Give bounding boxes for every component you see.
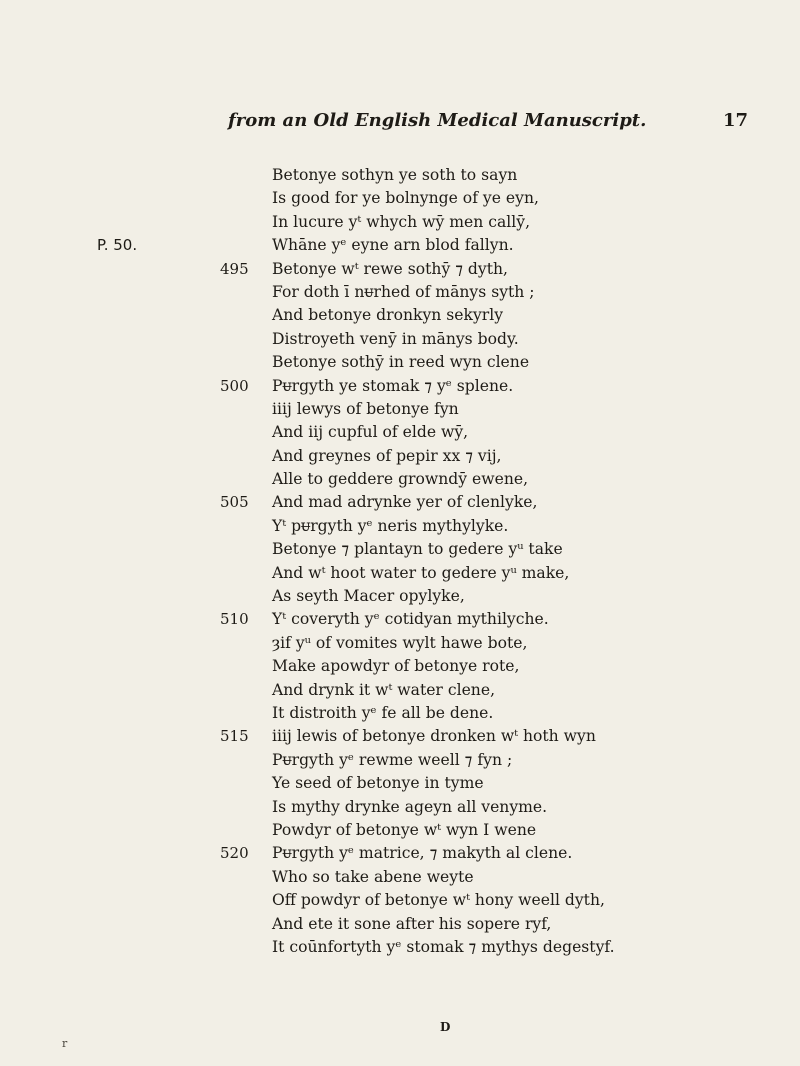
line-number: 520 [220, 844, 249, 863]
verse-text: Pᵾrgyth yᵉ matrice, ⁊ makyth al clene. [272, 844, 573, 863]
line-number: 510 [220, 610, 249, 629]
verse-line [272, 421, 772, 444]
verse-line [220, 725, 772, 748]
verse-line [272, 515, 772, 538]
verse-line [272, 772, 772, 795]
running-title: from an Old English Medical Manuscript. [228, 110, 647, 131]
verse-line [272, 351, 772, 374]
verse-line [272, 468, 772, 491]
verse-text: Alle to geddere growndȳ ewene, [272, 470, 529, 489]
verse-line [220, 375, 772, 398]
verse-text: iiij lewys of betonye fyn [272, 399, 459, 418]
verse-text: Who so take abene weyte [272, 867, 474, 886]
page-number: 17 [722, 110, 748, 131]
verse-line [272, 398, 772, 421]
verse-text: Pᵾrgyth ye stomak ⁊ yᵉ splene. [272, 376, 514, 395]
verse-text: And iij cupful of elde wȳ, [272, 423, 469, 442]
verse-text: Betonye ⁊ plantayn to gedere yᵘ take [272, 540, 563, 559]
verse-text: Betonye sothȳ in reed wyn clene [272, 353, 530, 372]
line-number: 500 [220, 376, 249, 395]
verse-line [220, 842, 772, 865]
verse-line [272, 234, 772, 257]
verse-line [272, 749, 772, 772]
verse-text: Whāne yᵉ eyne arn blod fallyn. [272, 236, 514, 255]
verse-text: Pᵾrgyth yᵉ rewme weell ⁊ fyn ; [272, 750, 513, 769]
verse-text: And drynk it wᵗ water clene, [272, 680, 496, 699]
verse-text: It coūnfortyth yᵉ stomak ⁊ mythys degestyf. [272, 937, 615, 956]
verse-text: It distroith yᵉ fe all be dene. [272, 703, 494, 722]
verse-line [272, 819, 772, 842]
verse-line [272, 304, 772, 327]
verse-line [272, 538, 772, 561]
verse-line [220, 491, 772, 514]
verse-text: Off powdyr of betonye wᵗ hony weell dyth, [272, 891, 605, 910]
verse-text: And ete it sone after his sopere ryf, [272, 914, 552, 933]
verse-text: ȝif yᵘ of vomites wylt hawe bote, [272, 633, 528, 652]
verse-text: In lucure yᵗ whych wȳ men callȳ, [272, 212, 531, 231]
verse-text: Betonye wᵗ rewe sothȳ ⁊ dyth, [272, 259, 508, 278]
verse-text: iiij lewis of betonye dronken wᵗ hoth wyn [272, 727, 596, 746]
verse-line [272, 632, 772, 655]
corner-mark: r [62, 1037, 68, 1050]
verse-line [220, 608, 772, 631]
verse-line [272, 796, 772, 819]
verse-text: Powdyr of betonye wᵗ wyn I wene [272, 820, 537, 839]
verse-line [220, 258, 772, 281]
verse-line [272, 702, 772, 725]
verse-line [272, 164, 772, 187]
verse-text: And wᵗ hoot water to gedere yᵘ make, [272, 563, 570, 582]
line-number: 515 [220, 727, 249, 746]
verse-text: Is good for ye bolnynge of ye eyn, [272, 189, 539, 208]
verse-line [272, 211, 772, 234]
verse-line [272, 281, 772, 304]
verse-line [272, 866, 772, 889]
verse-text: As seyth Macer opylyke, [272, 587, 465, 606]
verse-text: Yᵗ pᵾrgyth yᵉ neris mythylyke. [272, 516, 509, 535]
verse-text: Make apowdyr of betonye rote, [272, 657, 520, 676]
verse-text: Betonye sothyn ye soth to sayn [272, 166, 518, 184]
verse-lines [220, 164, 772, 959]
verse-line [272, 655, 772, 678]
side-note-page-ref: P. 50. [97, 236, 138, 254]
verse-text: And betonye dronkyn sekyrly [272, 306, 504, 325]
verse-line [272, 889, 772, 912]
verse-text: Ye seed of betonye in tyme [272, 774, 484, 793]
verse-line [272, 913, 772, 936]
verse-text: Distroyeth venȳ in mānys body. [272, 329, 519, 348]
verse-line [272, 562, 772, 585]
verse-line [272, 187, 772, 210]
verse-line [272, 679, 772, 702]
verse-line [272, 328, 772, 351]
signature-mark: D [440, 1020, 451, 1034]
verse-text: And greynes of pepir xx ⁊ vij, [272, 446, 502, 465]
verse-line [272, 585, 772, 608]
verse-text: For doth ī nᵾrhed of mānys syth ; [272, 282, 535, 301]
line-number: 505 [220, 493, 249, 512]
verse-text: Yᵗ coveryth yᵉ cotidyan mythilyche. [272, 610, 549, 629]
line-number: 495 [220, 259, 249, 278]
verse-line [272, 445, 772, 468]
running-header [228, 106, 748, 136]
verse-line [272, 936, 772, 959]
verse-text: Is mythy drynke ageyn all venyme. [272, 797, 548, 816]
verse-text: And mad adrynke yer of clenlyke, [272, 493, 538, 512]
